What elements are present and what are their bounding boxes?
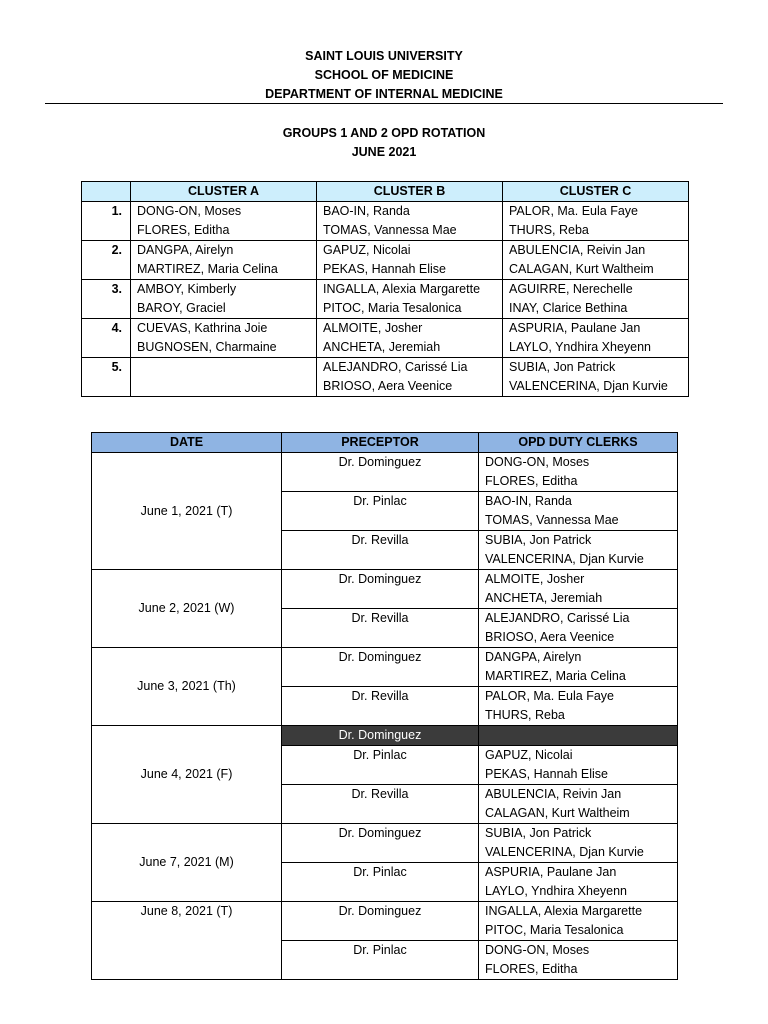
student-name: FLORES, Editha: [137, 223, 230, 237]
preceptor-name: Dr. Dominguez: [282, 902, 479, 941]
student-name: INGALLA, Alexia Margarette: [323, 282, 481, 296]
student-name: THURS, Reba: [509, 223, 589, 237]
cluster-b-cell: [317, 319, 503, 358]
schedule-header-row: [92, 433, 678, 453]
student-name: BRIOSO, Aera Veenice: [323, 379, 453, 393]
department-name: DEPARTMENT OF INTERNAL MEDICINE: [265, 87, 503, 101]
schedule-date: June 3, 2021 (Th): [92, 648, 282, 726]
duty-clerks-cell: [479, 453, 678, 492]
cluster-row: [82, 319, 689, 358]
student-name: ASPURIA, Paulane Jan: [509, 321, 641, 335]
clerk-name: DONG-ON, Moses: [485, 943, 590, 957]
student-name: CALAGAN, Kurt Waltheim: [509, 262, 654, 276]
cluster-row-number: 5.: [82, 358, 131, 397]
student-name: ALEJANDRO, Carissé Lia: [323, 360, 468, 374]
clerk-name: PEKAS, Hannah Elise: [485, 767, 608, 781]
preceptor-name: Dr. Pinlac: [282, 492, 479, 531]
schedule-header-clerks: OPD DUTY CLERKS: [479, 433, 678, 453]
cluster-row: [82, 358, 689, 397]
student-name: DANGPA, Airelyn: [137, 243, 234, 257]
clerk-name: VALENCERINA, Djan Kurvie: [485, 552, 644, 566]
opd-schedule-table: [91, 432, 678, 980]
cluster-header-b: CLUSTER B: [317, 182, 503, 202]
preceptor-name: Dr. Pinlac: [282, 941, 479, 980]
cluster-c-cell: [503, 358, 689, 397]
preceptor-name: Dr. Pinlac: [282, 746, 479, 785]
schedule-date: June 7, 2021 (M): [92, 824, 282, 902]
student-name: PEKAS, Hannah Elise: [323, 262, 446, 276]
student-name: VALENCERINA, Djan Kurvie: [509, 379, 668, 393]
cluster-row-number: 2.: [82, 241, 131, 280]
cluster-c-cell: [503, 319, 689, 358]
duty-clerks-cell: [479, 902, 678, 941]
student-name: INAY, Clarice Bethina: [509, 301, 628, 315]
duty-clerks-cell: [479, 648, 678, 687]
preceptor-name: Dr. Revilla: [282, 531, 479, 570]
duty-clerks-cell: [479, 492, 678, 531]
student-name: DONG-ON, Moses: [137, 204, 242, 218]
duty-clerks-cell: [479, 824, 678, 863]
schedule-row: [92, 902, 678, 941]
duty-clerks-cell: [479, 785, 678, 824]
clerk-name: BAO-IN, Randa: [485, 494, 572, 508]
student-name: MARTIREZ, Maria Celina: [137, 262, 278, 276]
cluster-table: [81, 181, 689, 397]
schedule-row: [92, 453, 678, 492]
student-name: ANCHETA, Jeremiah: [323, 340, 441, 354]
clerk-name: ALEJANDRO, Carissé Lia: [485, 611, 630, 625]
cluster-c-cell: [503, 241, 689, 280]
duty-clerks-cell: [479, 746, 678, 785]
clerk-name: DANGPA, Airelyn: [485, 650, 582, 664]
cluster-row-number: 4.: [82, 319, 131, 358]
cluster-c-cell: [503, 280, 689, 319]
duty-clerks-cell: [479, 941, 678, 980]
student-name: SUBIA, Jon Patrick: [509, 360, 616, 374]
cluster-row: [82, 202, 689, 241]
document-header: [0, 47, 768, 104]
duty-clerks-cell: [479, 609, 678, 648]
clerk-name: FLORES, Editha: [485, 962, 578, 976]
clerk-name: SUBIA, Jon Patrick: [485, 826, 592, 840]
cluster-row-number: 1.: [82, 202, 131, 241]
duty-clerks-cell: [479, 726, 678, 746]
cluster-row-number: 3.: [82, 280, 131, 319]
student-name: CUEVAS, Kathrina Joie: [137, 321, 268, 335]
clerk-name: CALAGAN, Kurt Waltheim: [485, 806, 630, 820]
schedule-date: June 1, 2021 (T): [92, 453, 282, 570]
cluster-b-cell: [317, 358, 503, 397]
clerk-name: BRIOSO, Aera Veenice: [485, 630, 615, 644]
clerk-name: ANCHETA, Jeremiah: [485, 591, 603, 605]
schedule-date: June 8, 2021 (T): [92, 902, 282, 980]
cluster-a-cell: [131, 358, 317, 397]
schedule-date: June 4, 2021 (F): [92, 726, 282, 824]
cluster-b-cell: [317, 202, 503, 241]
preceptor-name: Dr. Dominguez: [282, 824, 479, 863]
preceptor-name: Dr. Dominguez: [282, 648, 479, 687]
cluster-a-cell: [131, 202, 317, 241]
university-name: SAINT LOUIS UNIVERSITY: [305, 49, 463, 63]
document-subtitle: [0, 124, 768, 162]
student-name: LAYLO, Yndhira Xheyenn: [509, 340, 651, 354]
preceptor-name: Dr. Dominguez: [282, 570, 479, 609]
clerk-name: PALOR, Ma. Eula Faye: [485, 689, 614, 703]
clerk-name: SUBIA, Jon Patrick: [485, 533, 592, 547]
cluster-header-row: [82, 182, 689, 202]
preceptor-name: Dr. Pinlac: [282, 863, 479, 902]
clerk-name: ASPURIA, Paulane Jan: [485, 865, 617, 879]
duty-clerks-cell: [479, 687, 678, 726]
rotation-title: GROUPS 1 AND 2 OPD ROTATION: [282, 126, 486, 140]
clerk-name: TOMAS, Vannessa Mae: [485, 513, 619, 527]
clerk-name: ALMOITE, Josher: [485, 572, 585, 586]
cluster-a-cell: [131, 241, 317, 280]
student-name: BAO-IN, Randa: [323, 204, 410, 218]
schedule-header-preceptor: PRECEPTOR: [282, 433, 479, 453]
duty-clerks-cell: [479, 531, 678, 570]
schedule-row: [92, 648, 678, 687]
preceptor-name: Dr. Revilla: [282, 609, 479, 648]
duty-clerks-cell: [479, 863, 678, 902]
cluster-c-cell: [503, 202, 689, 241]
cluster-header-c: CLUSTER C: [503, 182, 689, 202]
schedule-row: [92, 570, 678, 609]
student-name: GAPUZ, Nicolai: [323, 243, 411, 257]
clerk-name: GAPUZ, Nicolai: [485, 748, 573, 762]
cluster-a-cell: [131, 280, 317, 319]
clerk-name: PITOC, Maria Tesalonica: [485, 923, 624, 937]
cluster-header-number: [82, 182, 131, 202]
student-name: PITOC, Maria Tesalonica: [323, 301, 462, 315]
duty-clerks-cell: [479, 570, 678, 609]
schedule-date: June 2, 2021 (W): [92, 570, 282, 648]
clerk-name: ABULENCIA, Reivin Jan: [485, 787, 622, 801]
student-name: BAROY, Graciel: [137, 301, 226, 315]
preceptor-name: Dr. Revilla: [282, 687, 479, 726]
schedule-row: [92, 726, 678, 746]
clerk-name: FLORES, Editha: [485, 474, 578, 488]
clerk-name: THURS, Reba: [485, 708, 565, 722]
clerk-name: MARTIREZ, Maria Celina: [485, 669, 626, 683]
cluster-row: [82, 241, 689, 280]
student-name: BUGNOSEN, Charmaine: [137, 340, 277, 354]
clerk-name: VALENCERINA, Djan Kurvie: [485, 845, 644, 859]
preceptor-name: Dr. Dominguez: [282, 453, 479, 492]
student-name: PALOR, Ma. Eula Faye: [509, 204, 638, 218]
cluster-header-a: CLUSTER A: [131, 182, 317, 202]
cluster-row: [82, 280, 689, 319]
student-name: ALMOITE, Josher: [323, 321, 423, 335]
clerk-name: DONG-ON, Moses: [485, 455, 590, 469]
student-name: AGUIRRE, Nerechelle: [509, 282, 633, 296]
clerk-name: LAYLO, Yndhira Xheyenn: [485, 884, 627, 898]
student-name: AMBOY, Kimberly: [137, 282, 237, 296]
schedule-header-date: DATE: [92, 433, 282, 453]
header-divider: [45, 103, 723, 104]
preceptor-name: Dr. Revilla: [282, 785, 479, 824]
student-name: ABULENCIA, Reivin Jan: [509, 243, 646, 257]
cluster-a-cell: [131, 319, 317, 358]
student-name: TOMAS, Vannessa Mae: [323, 223, 457, 237]
school-name: SCHOOL OF MEDICINE: [314, 68, 454, 82]
rotation-month: JUNE 2021: [351, 145, 417, 159]
cluster-b-cell: [317, 241, 503, 280]
schedule-row: [92, 824, 678, 863]
clerk-name: INGALLA, Alexia Margarette: [485, 904, 643, 918]
cluster-b-cell: [317, 280, 503, 319]
preceptor-name: Dr. Dominguez: [282, 726, 479, 746]
